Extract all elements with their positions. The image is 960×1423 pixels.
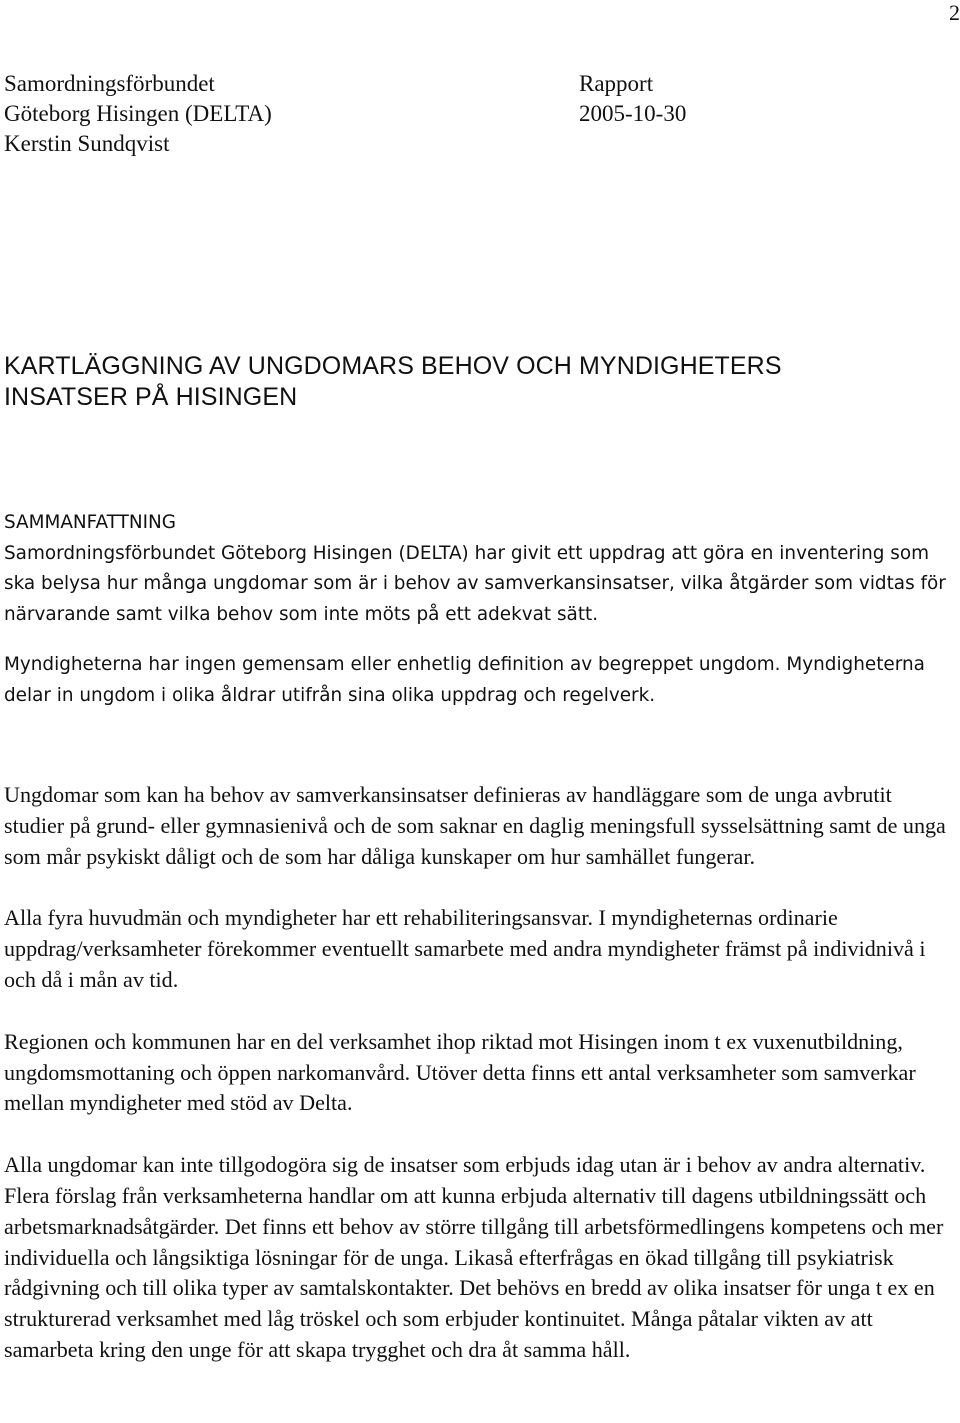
body-paragraph-4: Alla ungdomar kan inte tillgodogöra sig de insatser som erbjuds idag utan är i behov av andra alternativ. Flera förslag från verksamheterna handlar om att kunna erbjuda alternativ till dagens utbildningssätt och arbetsmarknadsåtgärder. Det finns ett behov av större tillgång till arbetsförmedlingens kompetens och mer individuella och långsiktiga lösningar för de unga. Likaså efterfrågas en ökad tillgång till psykiatrisk rådgivning och till olika typer av samtalskontakter. Det behövs en bredd av olika insatser för unga t ex en strukturerad verksamhet med låg tröskel och som erbjuder kontinuitet. Många påtalar vikten av att samarbeta kring den unge för att skapa trygghet och dra åt samma håll.: [4, 1152, 944, 1362]
header-author: Kerstin Sundqvist: [4, 131, 170, 156]
title-line-2: INSATSER PÅ HISINGEN: [4, 383, 298, 411]
summary-paragraph-1: Samordningsförbundet Göteborg Hisingen (DELTA) har givit ett uppdrag att göra en inventering som ska belysa hur många ungdomar som är i behov av samverkansinsatser, vilka åtgärder som vidtas för närvarande samt vilka behov som inte möts på ett adekvat sätt.: [4, 542, 946, 625]
header-report-block: [579, 69, 686, 129]
body-paragraph-1: Ungdomar som kan ha behov av samverkansinsatser definieras av handläggare som de unga avbrutit studier på grund- eller gymnasienivå och de som saknar en daglig meningsfull sysselsättning samt de unga som mår psykiskt dåligt och de som har dåliga kunskaper om hur samhället fungerar.: [4, 782, 946, 869]
title-line-1: KARTLÄGGNING AV UNGDOMARS BEHOV OCH MYNDIGHETERS: [4, 352, 782, 380]
body-paragraph-3: Regionen och kommunen har en del verksamhet ihop riktad mot Hisingen inom t ex vuxenutbildning, ungdomsmottaning och öppen narkomanvård. Utöver detta finns ett antal verksamheter som samverkar mellan myndigheter med stöd av Delta.: [4, 1028, 916, 1116]
summary-paragraph-2: Myndigheterna har ingen gemensam eller enhetlig definition av begreppet ungdom. Myndigheterna delar in ungdom i olika åldrar utifrån sina olika uppdrag och regelverk.: [4, 654, 925, 706]
header-organization: Samordningsförbundet: [4, 71, 215, 96]
header-organization-name: Göteborg Hisingen (DELTA): [4, 101, 272, 126]
header-report-date: 2005-10-30: [579, 101, 687, 126]
body-text: [4, 780, 956, 1397]
page-number: 2: [949, 0, 960, 25]
summary-section: [4, 508, 954, 711]
summary-heading: SAMMANFATTNING: [4, 512, 177, 533]
header-report-type: Rapport: [579, 71, 654, 96]
body-paragraph-2: Alla fyra huvudmän och myndigheter har ett rehabiliteringsansvar. I myndigheternas ordinarie uppdrag/verksamheter förekommer eventuellt samarbete med andra myndigheter främst på individnivå i och då i mån av tid.: [4, 905, 926, 992]
paragraph-spacer: [4, 630, 954, 650]
document-title: [4, 351, 954, 413]
header-author-block: [4, 69, 272, 159]
